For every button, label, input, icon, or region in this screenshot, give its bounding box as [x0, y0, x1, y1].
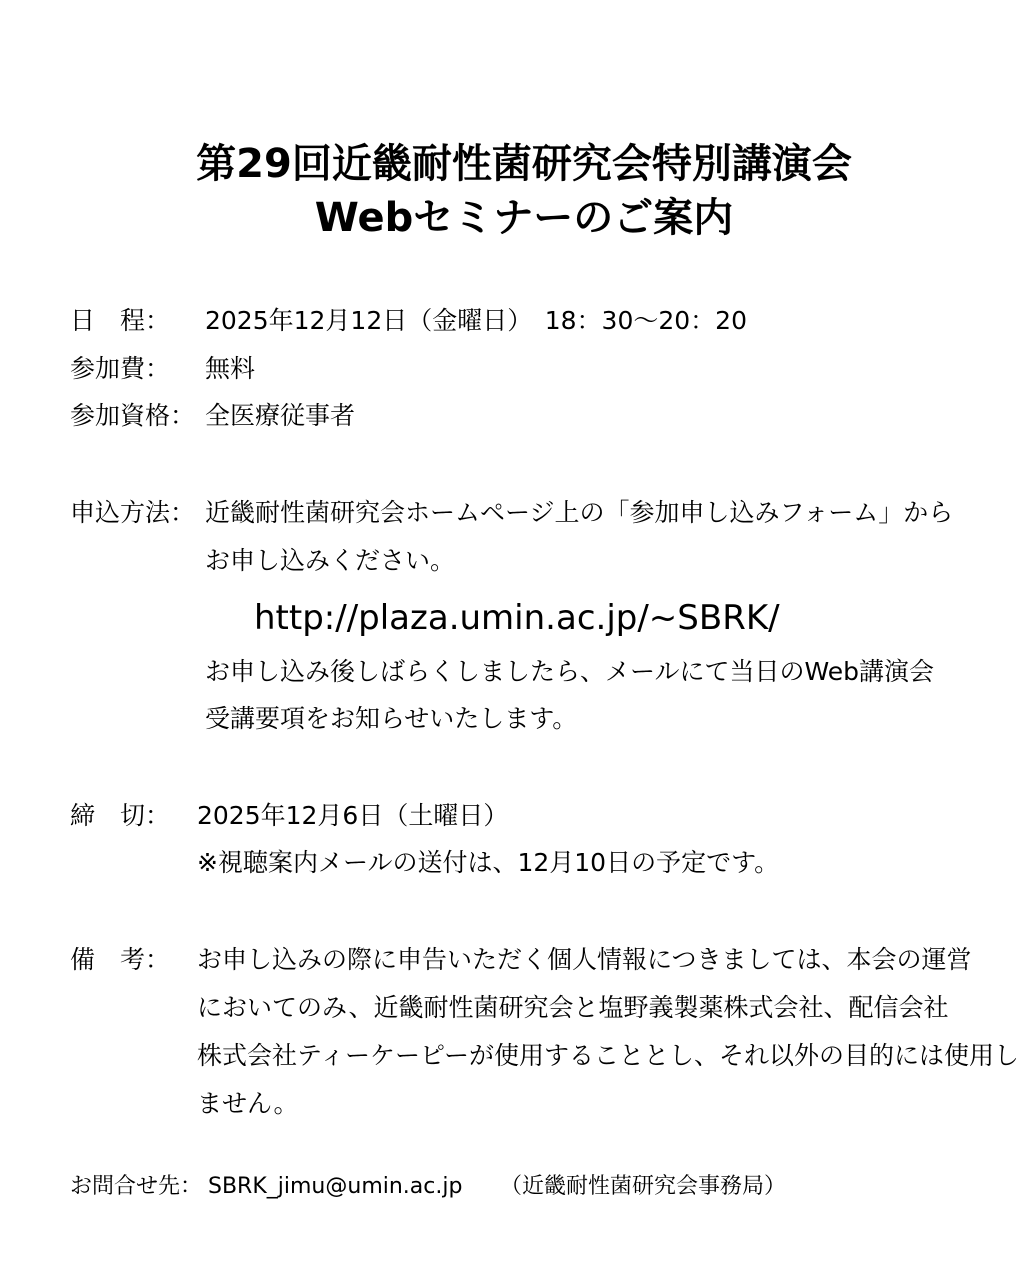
title-line-1: 第29回近畿耐性菌研究会特別講演会	[196, 141, 852, 187]
remarks-line-3: 株式会社ティーケーピーが使用することとし、それ以外の目的には使用し	[197, 1041, 1020, 1070]
eligibility-label: 参加資格：	[70, 401, 196, 430]
contact-email-link[interactable]: SBRK_jimu@umin.ac.jp	[208, 1174, 463, 1199]
application-line-3: お申し込み後しばらくしましたら、メールにて当日のWeb講演会	[205, 657, 935, 686]
homepage-url-link[interactable]: http://plaza.umin.ac.jp/~SBRK/	[254, 598, 780, 638]
title-line-2: Webセミナーのご案内	[314, 195, 734, 241]
schedule-value: 2025年12月12日（金曜日） 18：30〜20：20	[205, 306, 747, 335]
remarks-line-2: においてのみ、近畿耐性菌研究会と塩野義製薬株式会社、配信会社	[197, 993, 949, 1022]
deadline-value: 2025年12月6日（土曜日）	[197, 801, 509, 830]
eligibility-value: 全医療従事者	[205, 401, 356, 430]
application-line-4: 受講要項をお知らせいたします。	[205, 704, 578, 733]
application-line-1: 近畿耐性菌研究会ホームページ上の「参加申し込みフォーム」から	[205, 498, 954, 527]
schedule-label: 日 程：	[70, 306, 171, 335]
remarks-line-4: ません。	[197, 1089, 299, 1118]
application-line-2: お申し込みください。	[205, 546, 456, 575]
remarks-line-1: お申し込みの際に申告いただく個人情報につきましては、本会の運営	[197, 945, 972, 974]
deadline-label: 締 切：	[70, 801, 171, 830]
contact-office: （近畿耐性菌研究会事務局）	[500, 1174, 787, 1199]
fee-value: 無料	[205, 354, 256, 383]
remarks-label: 備 考：	[70, 945, 171, 974]
contact-label: お問合せ先：	[70, 1174, 203, 1199]
deadline-note: ※視聴案内メールの送付は、12月10日の予定です。	[197, 848, 780, 877]
application-label: 申込方法：	[70, 498, 196, 527]
fee-label: 参加費：	[70, 354, 171, 383]
